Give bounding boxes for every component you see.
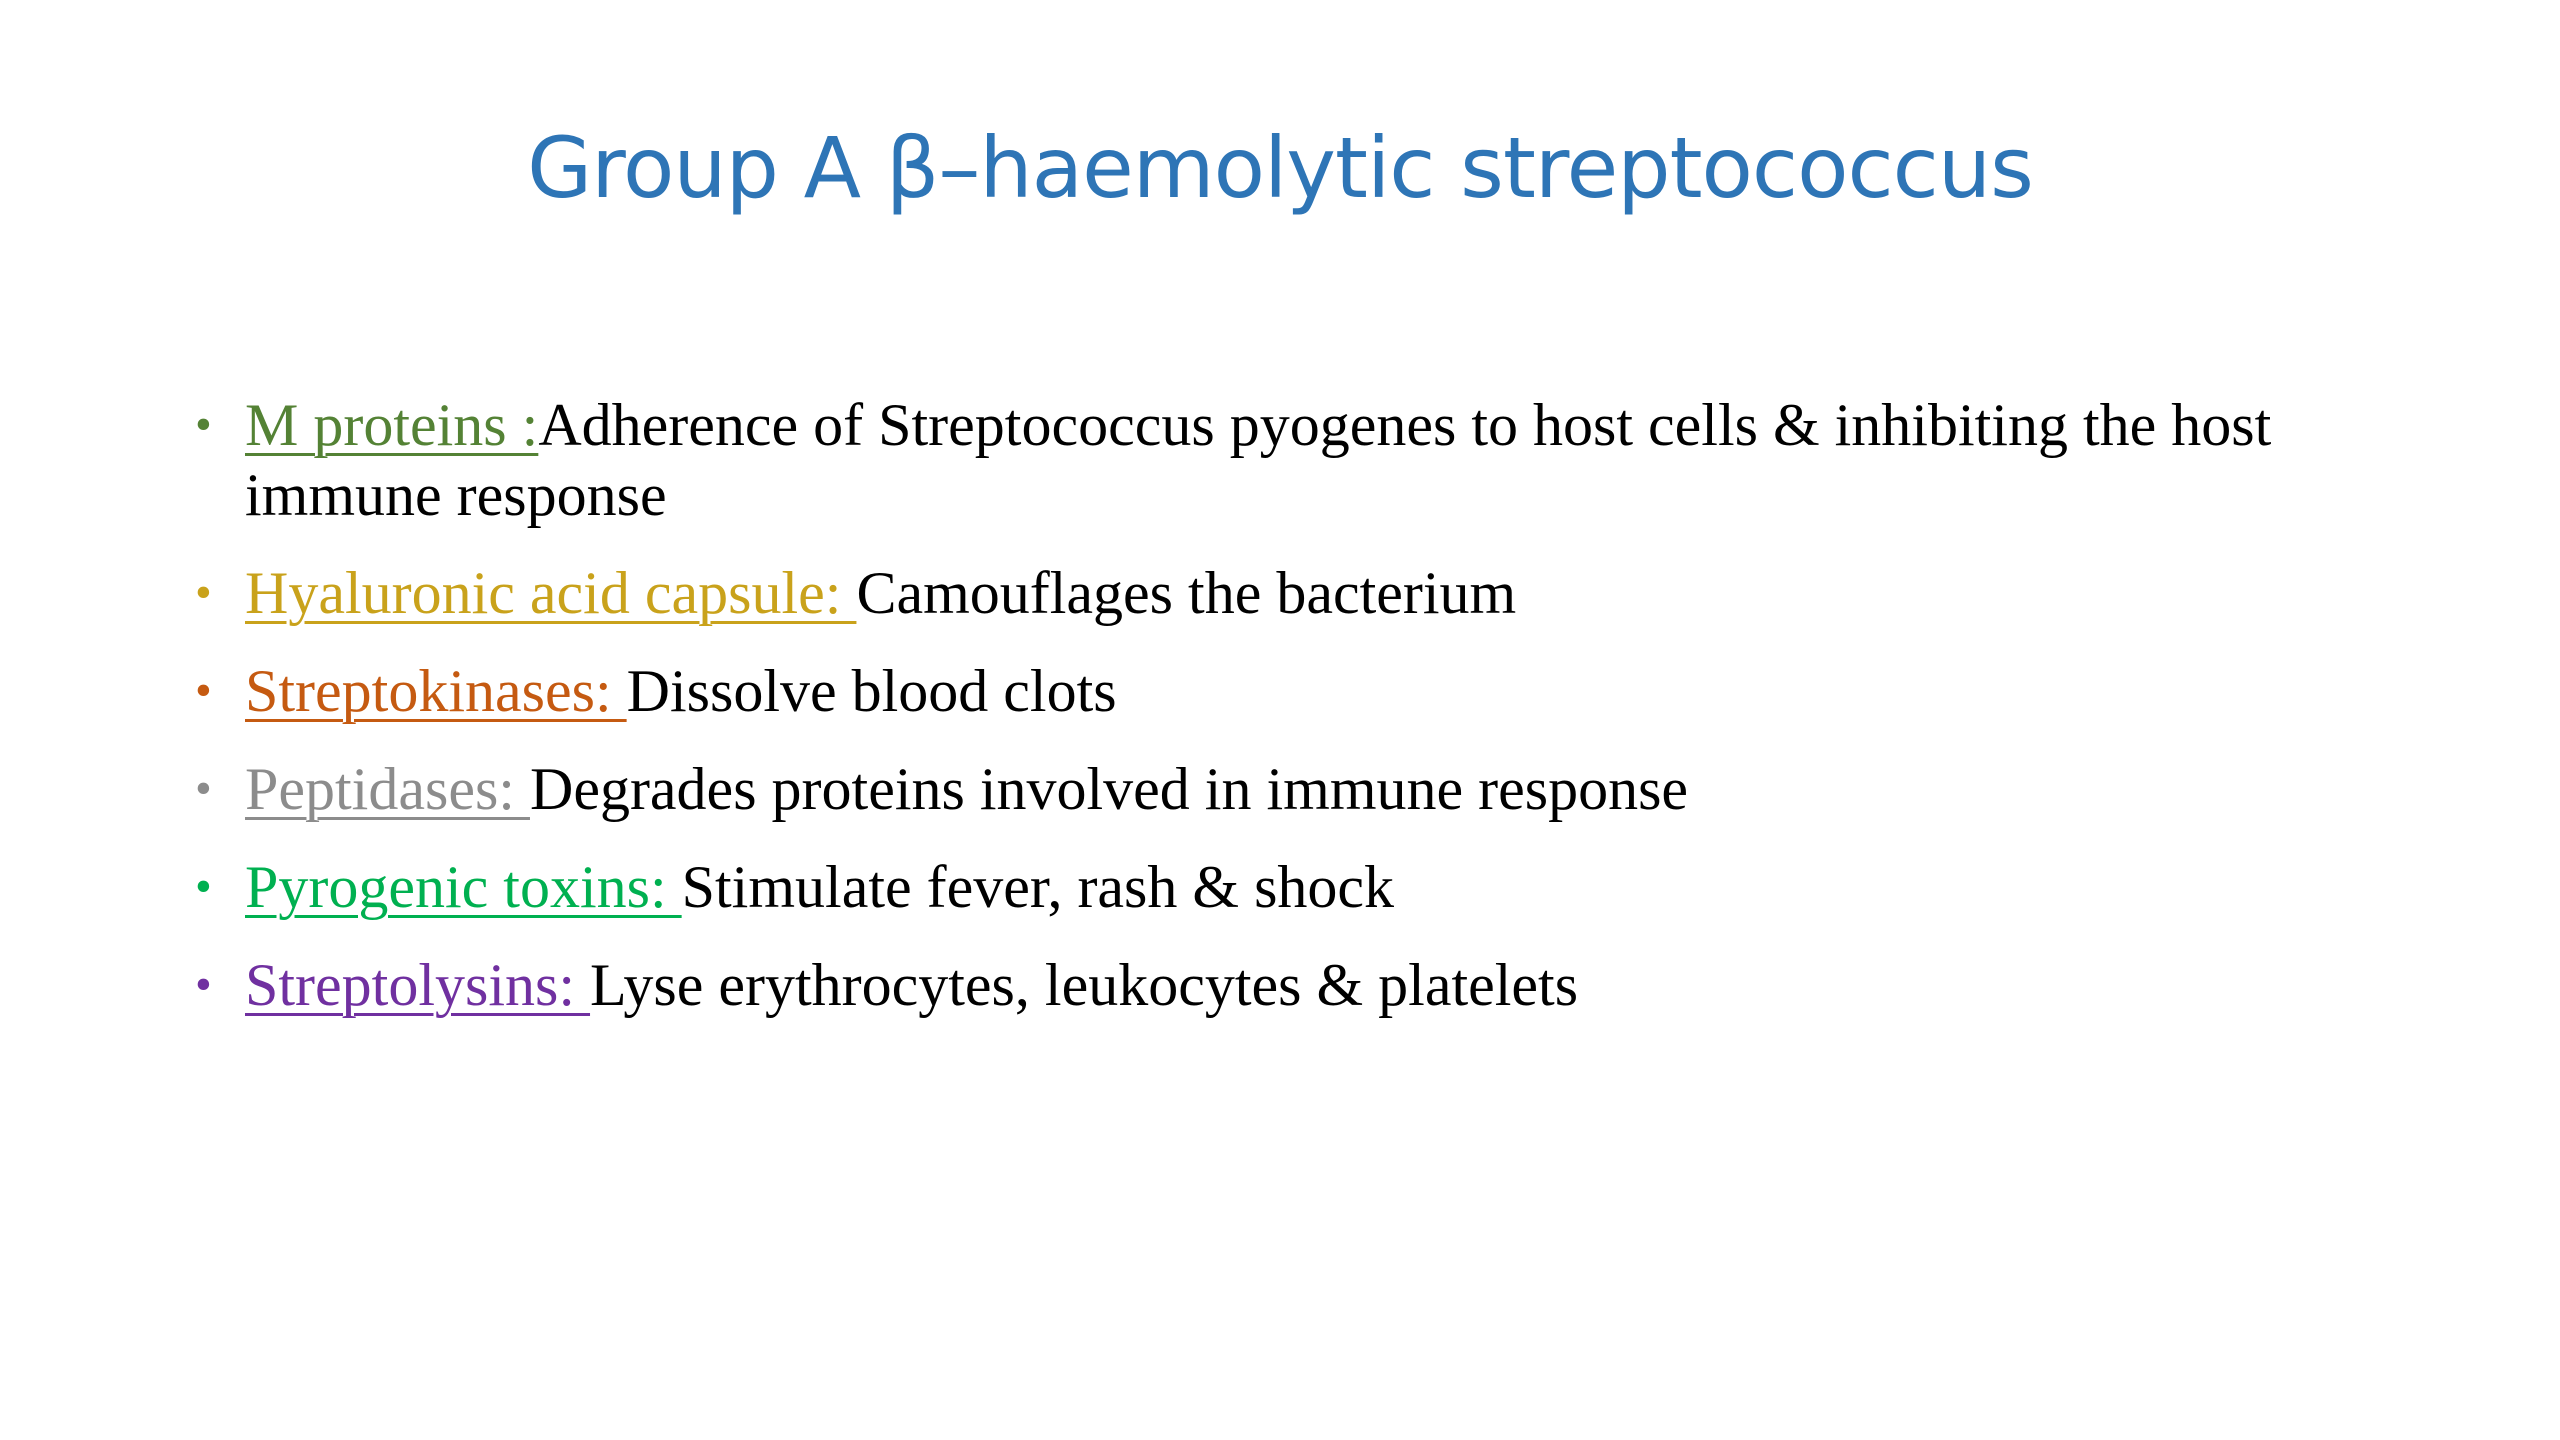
bullet-description: Dissolve blood clots — [626, 658, 1117, 724]
bullet-description: Adherence of Streptococcus pyogenes to host cells & inhibiting the host immune response — [245, 392, 2272, 528]
bullet-term: Hyaluronic acid capsule: — [245, 560, 857, 626]
bullet-dot-icon: • — [195, 860, 212, 913]
bullet-dot-icon: • — [195, 762, 212, 815]
bullet-item-streptolysins — [195, 950, 2395, 1020]
bullet-term: Peptidases: — [245, 756, 530, 822]
bullet-description: Camouflages the bacterium — [856, 560, 1517, 626]
bullet-dot-icon: • — [195, 566, 212, 619]
bullet-description: Degrades proteins involved in immune response — [529, 756, 1689, 822]
bullet-item-pyrogenic-toxins — [195, 852, 2395, 922]
bullet-item-peptidases — [195, 754, 2395, 824]
bullet-list — [195, 390, 2395, 1048]
bullet-term: Pyrogenic toxins: — [245, 854, 682, 920]
bullet-term: M proteins : — [245, 392, 539, 458]
bullet-dot-icon: • — [195, 664, 212, 717]
bullet-term: Streptokinases: — [245, 658, 627, 724]
bullet-item-hyaluronic-acid-capsule — [195, 558, 2395, 628]
bullet-dot-icon: • — [195, 958, 212, 1011]
bullet-item-streptokinases — [195, 656, 2395, 726]
slide-title: Group A β–haemolytic streptococcus — [527, 119, 2033, 217]
bullet-item-m-proteins — [195, 390, 2395, 530]
bullet-term: Streptolysins: — [245, 952, 591, 1018]
bullet-dot-icon: • — [195, 398, 212, 451]
bullet-description: Stimulate fever, rash & shock — [681, 854, 1395, 920]
bullet-description: Lyse erythrocytes, leukocytes & platelets — [590, 952, 1579, 1018]
